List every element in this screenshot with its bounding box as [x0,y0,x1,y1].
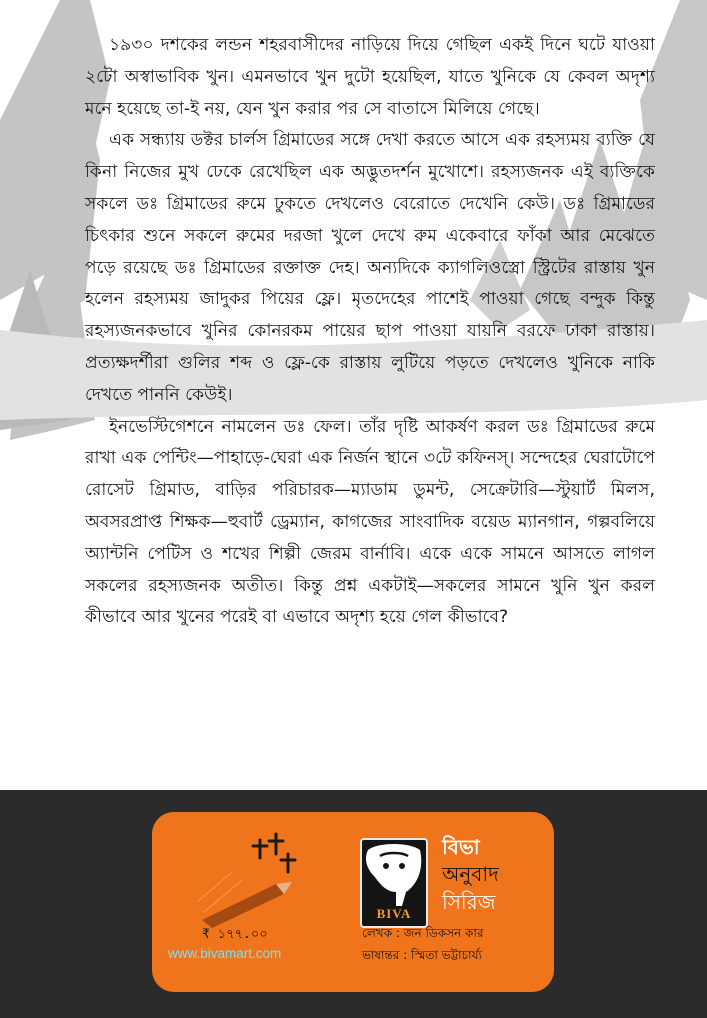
series-line-3: সিরিজ [442,890,496,914]
cover-footer [0,790,707,1018]
series-line-1: বিভা [442,835,480,859]
blurb-paragraph-2: এক সন্ধ্যায় ডক্টর চার্লস গ্রিমাডের সঙ্গে দেখা করতে আসে এক রহস্যময় ব্যক্তি যে কিনা নিজের মুখ ঢেকে রেখেছিল এক অদ্ভুতদর্শন মুখোশে। রহস্যজনক এই ব্যক্তিকে সকলে ডঃ গ্রিমাডের রুমে ঢুকতে দেখলেও বেরোতে দেখেনি কেউ। ডঃ গ্রিমাডের চিৎকার শুনে সকলে রুমের দরজা খুলে দেখে রুম একেবারে ফাঁকা আর মেঝেতে পড়ে রয়েছে ডঃ গ্রিমাডের রক্তাক্ত দেহ। অন্যদিকে ক্যাগলিওস্ত্রো স্ট্রিটের রাস্তায় খুন হলেন রহস্যময় জাদুকর পিয়ের ফ্লে। মৃতদেহের পাশেই পাওয়া গেছে বন্দুক কিন্তু রহস্যজনকভাবে খুনির কোনরকম পায়ের ছাপ পাওয়া যায়নি বরফে ঢাকা রাস্তায়। প্রত্যক্ষদর্শীরা গুলির শব্দ ও ফ্লে-কে রাস্তায় লুটিয়ে পড়তে দেখলেও খুনিকে নাকি দেখতে পাননি কেউই। [85,130,655,405]
logo-wordmark: BIVA [376,906,412,921]
price-label: ₹ ১৭৭.০০ [202,927,268,942]
series-line-2: অনুবাদ [442,862,499,886]
publisher-panel [152,812,554,992]
translator-credit: ভাষান্তর : স্মিতা ভট্টাচার্য্য [362,948,483,962]
blurb-text [85,30,655,634]
blurb-paragraph-3: ইনভেস্টিগেশনে নামলেন ডঃ ফেল। তাঁর দৃষ্টি আকর্ষণ করল ডঃ গ্রিমাডের রুমে রাখা এক পেন্টিং—পাহাড়ে-ঘেরা এক নির্জন স্থানে ৩টে কফিনস্। সন্দেহের ঘেরাটোপে রোসেট গ্রিমাড, বাড়ির পরিচারক—ম্যাডাম ডুমন্ট, সেক্রেটারি—স্টুয়ার্ট মিলস, অবসরপ্রাপ্ত শিক্ষক—হুবার্ট ড্রেম্যান, কাগজের সাংবাদিক বয়েড ম্যানগান, গল্পবলিয়ে অ্যান্টনি পেটিস ও শখের শিল্পী জেরম বার্নাবি। একে একে সামনে আসতে লাগল সকলের রহস্যজনক অতীত। কিন্তু প্রশ্ন একটাই—সকলের সামনে খুনি খুন করল কীভাবে আর খুনের পরেই বা এভাবে অদৃশ্য হয়ে গেল কীভাবে? [85,416,655,628]
author-credit: লেখক : জন ডিকসন কার [362,926,484,940]
pencil-illustration [192,832,312,932]
series-title [442,834,552,916]
blurb-paragraph-1: ১৯৩০ দশকের লন্ডন শহরবাসীদের নাড়িয়ে দিয়ে গেছিল একই দিনে ঘটে যাওয়া ২টো অস্বাভাবিক খুন। এমনভাবে খুন দুটো হয়েছিল, যাতে খুনিকে যে কেবল অদৃশ্য মনে হয়েছে তা-ই নয়, যেন খুন করার পর সে বাতাসে মিলিয়ে গেছে। [85,35,655,119]
website-link[interactable]: www.bivamart.com [168,946,282,961]
credits [362,922,552,966]
publisher-logo [360,838,428,928]
